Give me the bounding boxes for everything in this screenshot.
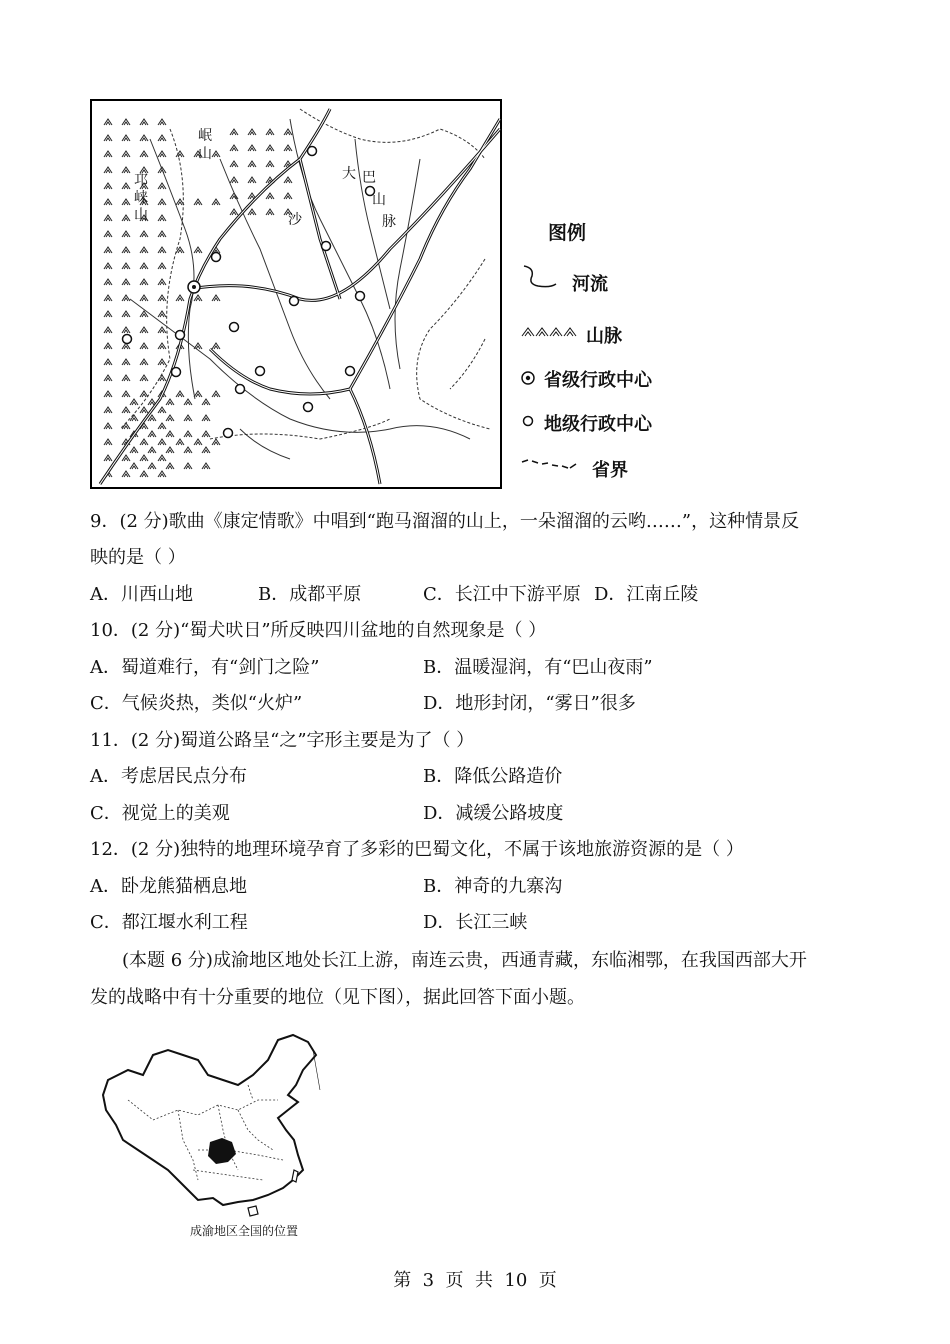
- q11-option-d[interactable]: D．减缓公路坡度: [423, 803, 564, 824]
- q12-stem: 12．(2 分)独特的地理环境孕育了多彩的巴蜀文化，不属于该地旅游资源的是（ ）: [90, 839, 744, 860]
- page-footer: 第 3 页 共 10 页: [393, 1270, 557, 1291]
- label-qionglai-shan: 邛 崃 山: [134, 173, 148, 223]
- intro-line1: (本题 6 分)成渝地区地处长江上游，南连云贵，西通青藏，东临湘鄂，在我国西部大开: [122, 950, 807, 971]
- q11-option-b[interactable]: B．降低公路造价: [423, 766, 563, 787]
- china-location-map: [98, 1030, 328, 1230]
- q9-option-d[interactable]: D．江南丘陵: [594, 584, 699, 605]
- q10-option-a[interactable]: A．蜀道难行，有“剑门之险”: [90, 657, 320, 678]
- provincial-center-icon: [520, 370, 536, 386]
- q11-option-c[interactable]: C．视觉上的美观: [90, 803, 230, 824]
- q12-option-a[interactable]: A．卧龙熊猫栖息地: [90, 876, 247, 897]
- prefecture-center-icon: [521, 414, 535, 428]
- q9-stem-line2: 映的是（ ）: [90, 547, 186, 568]
- q11-stem: 11．(2 分)蜀道公路呈“之”字形主要是为了（ ）: [90, 730, 475, 751]
- q10-option-d[interactable]: D．地形封闭，“雾日”很多: [423, 693, 636, 714]
- q9-stem-line1: 9．(2 分)歌曲《康定情歌》中唱到“跑马溜溜的山上，一朵溜溜的云哟……”，这种情景反: [90, 511, 800, 532]
- q9-option-c[interactable]: C．长江中下游平原: [423, 584, 581, 605]
- q12-option-c[interactable]: C．都江堰水利工程: [90, 912, 248, 933]
- q12-option-d[interactable]: D．长江三峡: [423, 912, 528, 933]
- q9-option-a[interactable]: A．川西山地: [90, 584, 193, 605]
- mountain-icon: [520, 322, 584, 342]
- label-daba-shan: 大 巴 山 脉: [342, 166, 396, 230]
- q9-option-b[interactable]: B．成都平原: [258, 584, 362, 605]
- q10-stem: 10．(2 分)“蜀犬吠日”所反映四川盆地的自然现象是（ ）: [90, 620, 547, 641]
- map2-caption: 成渝地区全国的位置: [190, 1224, 299, 1238]
- q10-option-c[interactable]: C．气候炎热，类似“火炉”: [90, 693, 303, 714]
- legend-title: 图例: [548, 222, 587, 244]
- label-river: 沙: [288, 212, 302, 228]
- q10-option-b[interactable]: B．温暖湿润，有“巴山夜雨”: [423, 657, 653, 678]
- q12-option-b[interactable]: B．神奇的九寨沟: [423, 876, 563, 897]
- label-min-shan: 岷 山: [198, 128, 212, 162]
- sichuan-map: [90, 99, 502, 489]
- river-icon: [520, 262, 560, 298]
- intro-line2: 发的战略中有十分重要的地位（见下图），据此回答下面小题。: [90, 987, 585, 1008]
- province-boundary-icon: [520, 456, 590, 476]
- q11-option-a[interactable]: A．考虑居民点分布: [90, 766, 247, 787]
